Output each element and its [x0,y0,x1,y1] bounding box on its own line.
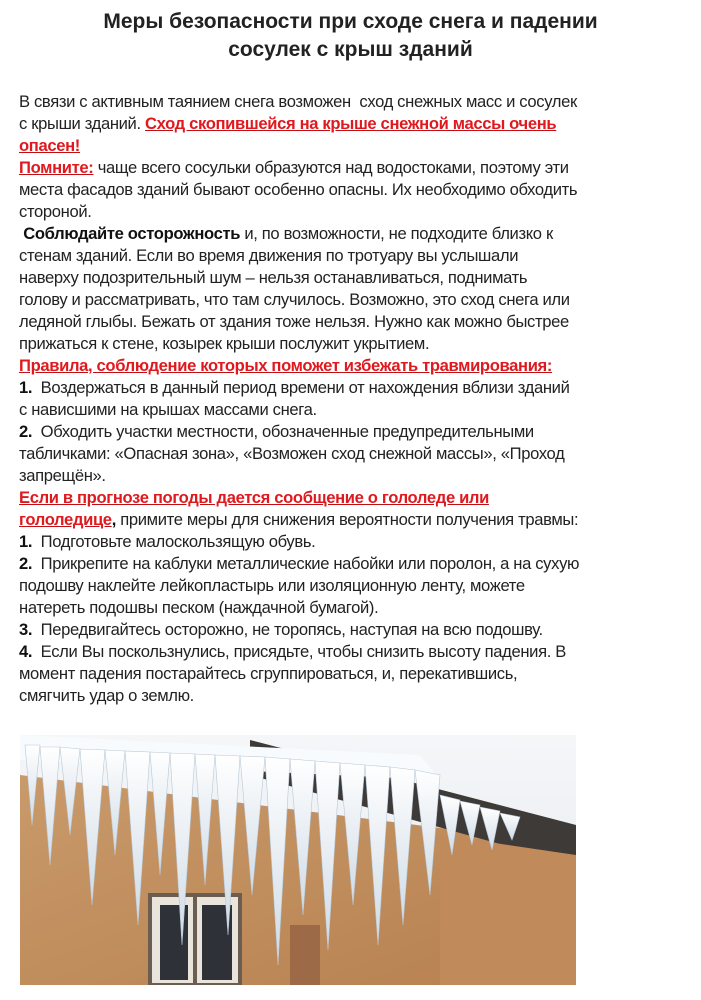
document-body [19,91,689,707]
bold-text: 3. [19,620,33,639]
text-run: смягчить удар о землю. [19,686,194,705]
text-line [19,157,689,179]
text-line [19,223,689,245]
text-line [19,267,689,289]
text-line [19,465,689,487]
text-run: Передвигайтесь осторожно, не торопясь, наступая на всю подошву. [32,620,543,639]
text-run: Если Вы поскользнулись, присядьте, чтобы снизить высоту падения. В [32,642,566,661]
text-line [19,575,689,597]
highlighted-warning-text: Если в прогнозе погоды дается сообщение о гололеде или [19,488,489,507]
highlighted-warning-text: гололедице [19,510,112,529]
text-run: голову и рассматривать, что там случилось. Возможно, это сход снега или [19,290,570,309]
text-run: и, по возможности, не подходите близко к [240,224,553,243]
text-line [19,179,689,201]
text-run: с крыши зданий. [19,114,145,133]
text-line [19,597,689,619]
text-run: натереть подошвы песком (наждачной бумагой). [19,598,379,617]
text-line [19,421,689,443]
text-line [19,487,689,509]
highlighted-warning-text: Правила, соблюдение которых поможет избежать травмирования: [19,356,553,375]
text-run: Воздержаться в данный период времени от нахождения вблизи зданий [32,378,570,397]
text-run: места фасадов зданий бывают особенно опасны. Их необходимо обходить [19,180,578,199]
text-line [19,663,689,685]
text-run: наверху подозрительный шум – нельзя останавливаться, поднимать [19,268,528,287]
bold-text: 1. [19,378,33,397]
text-line [19,509,689,531]
text-line [19,641,689,663]
text-run: стороной. [19,202,92,221]
text-run: табличками: «Опасная зона», «Возможен сход снежной массы», «Проход [19,444,565,463]
text-line [19,201,689,223]
text-run: подошву наклейте лейкопластырь или изоляционную ленту, можете [19,576,525,595]
text-line [19,311,689,333]
bold-text: 1. [19,532,33,551]
text-line [19,443,689,465]
bold-text: 2. [19,422,33,441]
text-run: Обходить участки местности, обозначенные предупредительными [32,422,534,441]
highlighted-warning-text: Сход скопившейся на крыше снежной массы очень [145,114,557,133]
icicles-illustration [20,735,576,985]
text-line [19,135,689,157]
text-run: чаще всего сосульки образуются над водостоками, поэтому эти [93,158,569,177]
page-title [0,8,701,64]
text-line [19,245,689,267]
text-run: ледяной глыбы. Бежать от здания тоже нельзя. Нужно как можно быстрее [19,312,569,331]
text-line [19,685,689,707]
text-run: прижаться к стене, козырек крыши послужит укрытием. [19,334,430,353]
text-line [19,355,689,377]
text-run: примите меры для снижения вероятности получения травмы: [115,510,579,529]
text-run: стенам зданий. Если во время движения по тротуару вы услышали [19,246,519,265]
text-line [19,91,689,113]
text-run: Прикрепите на каблуки металлические набойки или поролон, а на сухую [32,554,580,573]
bold-text: 2. [19,554,33,573]
highlighted-warning-text: Помните: [19,158,94,177]
text-line [19,531,689,553]
title-line-2: сосулек с крыш зданий [228,38,473,61]
bold-text: 4. [19,642,33,661]
title-line-1: Меры безопасности при сходе снега и падении [103,10,598,33]
text-line [19,619,689,641]
text-line [19,553,689,575]
text-run: В связи с активным таянием снега возможен сход снежных масс и сосулек [19,92,577,111]
icicles-photo [20,735,576,985]
bold-text: , [111,510,116,529]
text-run: запрещён». [19,466,106,485]
highlighted-warning-text: опасен! [19,136,80,155]
bold-text: Соблюдайте осторожность [19,224,241,243]
text-run: с нависшими на крышах массами снега. [19,400,317,419]
text-line [19,289,689,311]
text-line [19,377,689,399]
text-line [19,333,689,355]
text-run: Подготовьте малоскользящую обувь. [32,532,316,551]
text-line [19,399,689,421]
text-run: момент падения постарайтесь сгруппироваться, и, перекатившись, [19,664,518,683]
text-line [19,113,689,135]
